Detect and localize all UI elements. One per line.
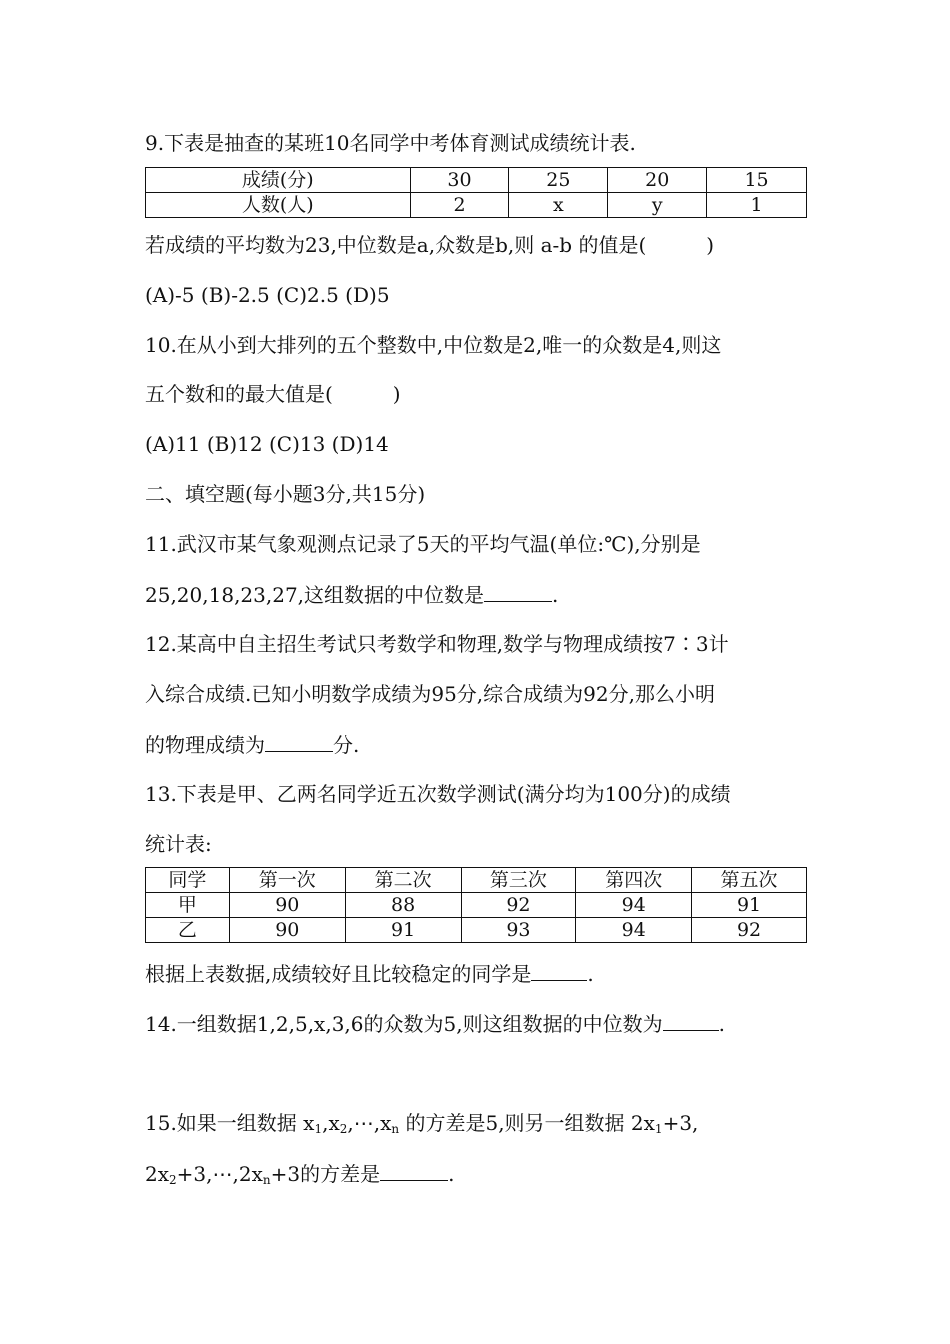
- q15-text: 2x: [145, 1162, 170, 1186]
- q10-line1: 10.在从小到大排列的五个整数中,中位数是2,唯一的众数是4,则这: [145, 333, 722, 357]
- q13-text: 根据上表数据,成绩较好且比较稳定的同学是: [145, 962, 532, 986]
- table-cell: 88: [345, 893, 461, 918]
- q13-end: .: [587, 962, 594, 986]
- table-cell: 91: [692, 893, 807, 918]
- table-header-row: [146, 868, 807, 893]
- table-cell: 92: [461, 893, 576, 918]
- subscript: n: [262, 1173, 271, 1187]
- table-cell: 91: [345, 918, 461, 943]
- table-row: [146, 893, 807, 918]
- table-cell: 90: [229, 918, 345, 943]
- table-cell: 15: [707, 168, 807, 193]
- q9-question: 若成绩的平均数为23,中位数是a,众数是b,则 a-b 的值是( ): [145, 233, 715, 257]
- q12-line2: 入综合成绩.已知小明数学成绩为95分,综合成绩为92分,那么小明: [145, 682, 715, 706]
- table-cell: 1: [707, 193, 807, 218]
- q12-end: 分.: [333, 733, 360, 757]
- table-row: [146, 168, 807, 193]
- table-cell: 30: [410, 168, 509, 193]
- q15-line1: [145, 1110, 698, 1136]
- subscript: 2: [169, 1173, 177, 1187]
- subscript: 1: [654, 1122, 663, 1136]
- q14-line: [145, 1010, 725, 1037]
- q11-text: 25,20,18,23,27,这组数据的中位数是: [145, 583, 485, 607]
- subscript: n: [391, 1122, 400, 1136]
- q15-text: ,⋯,x: [347, 1111, 392, 1135]
- q15-text: ,x: [322, 1111, 340, 1135]
- answer-blank[interactable]: [531, 960, 587, 981]
- q13-line1: 13.下表是甲、乙两名同学近五次数学测试(满分均为100分)的成绩: [145, 782, 731, 806]
- q9-stem: 9.下表是抽查的某班10名同学中考体育测试成绩统计表.: [145, 131, 636, 155]
- table-row: [146, 918, 807, 943]
- q14-text: 14.一组数据1,2,5,x,3,6的众数为5,则这组数据的中位数为: [145, 1012, 663, 1036]
- q15-text: +3的方差是: [270, 1162, 381, 1186]
- table-header-cell: 第二次: [345, 868, 461, 893]
- table-cell: 94: [576, 918, 692, 943]
- table-cell: 人数(人): [146, 193, 411, 218]
- table-cell: 成绩(分): [146, 168, 411, 193]
- answer-blank[interactable]: [380, 1160, 448, 1181]
- q13-line2: 统计表:: [145, 832, 212, 856]
- q15-text: 15.如果一组数据 x: [145, 1111, 315, 1135]
- q11-line1: 11.武汉市某气象观测点记录了5天的平均气温(单位:℃),分别是: [145, 532, 701, 556]
- q10-options: (A)11 (B)12 (C)13 (D)14: [145, 432, 389, 456]
- table-cell: 2: [410, 193, 509, 218]
- q9-score-table: [145, 167, 807, 218]
- q15-end: .: [448, 1162, 455, 1186]
- subscript: 2: [339, 1122, 348, 1136]
- q11-end: .: [552, 583, 559, 607]
- subscript: 1: [314, 1122, 323, 1136]
- table-cell: 92: [692, 918, 807, 943]
- q12-line3: [145, 731, 359, 758]
- q14-end: .: [718, 1012, 725, 1036]
- section-title: 二、填空题(每小题3分,共15分): [145, 482, 426, 506]
- table-cell: 94: [576, 893, 692, 918]
- answer-blank[interactable]: [265, 731, 333, 752]
- table-cell: x: [509, 193, 608, 218]
- q15-text: +3,: [662, 1111, 699, 1135]
- table-cell: 20: [608, 168, 707, 193]
- table-header-cell: 同学: [146, 868, 230, 893]
- q15-text: +3,⋯,2x: [176, 1162, 263, 1186]
- table-header-cell: 第一次: [229, 868, 345, 893]
- q9-options: (A)-5 (B)-2.5 (C)2.5 (D)5: [145, 283, 390, 307]
- answer-blank[interactable]: [663, 1010, 719, 1031]
- answer-blank[interactable]: [484, 581, 552, 602]
- table-cell: 93: [461, 918, 576, 943]
- q13-question: [145, 960, 594, 987]
- table-header-cell: 第三次: [461, 868, 576, 893]
- q11-line2: [145, 581, 558, 608]
- q13-score-table: [145, 867, 807, 943]
- table-cell: 90: [229, 893, 345, 918]
- table-header-cell: 第五次: [692, 868, 807, 893]
- q10-line2: 五个数和的最大值是( ): [145, 382, 401, 406]
- table-row: [146, 193, 807, 218]
- table-cell: 25: [509, 168, 608, 193]
- table-header-cell: 第四次: [576, 868, 692, 893]
- table-cell: 甲: [146, 893, 230, 918]
- table-cell: 乙: [146, 918, 230, 943]
- q15-line2: [145, 1160, 454, 1187]
- q12-text: 的物理成绩为: [145, 733, 265, 757]
- q15-text: 的方差是5,则另一组数据 2x: [399, 1111, 655, 1135]
- table-cell: y: [608, 193, 707, 218]
- q12-line1: 12.某高中自主招生考试只考数学和物理,数学与物理成绩按7∶3计: [145, 632, 729, 656]
